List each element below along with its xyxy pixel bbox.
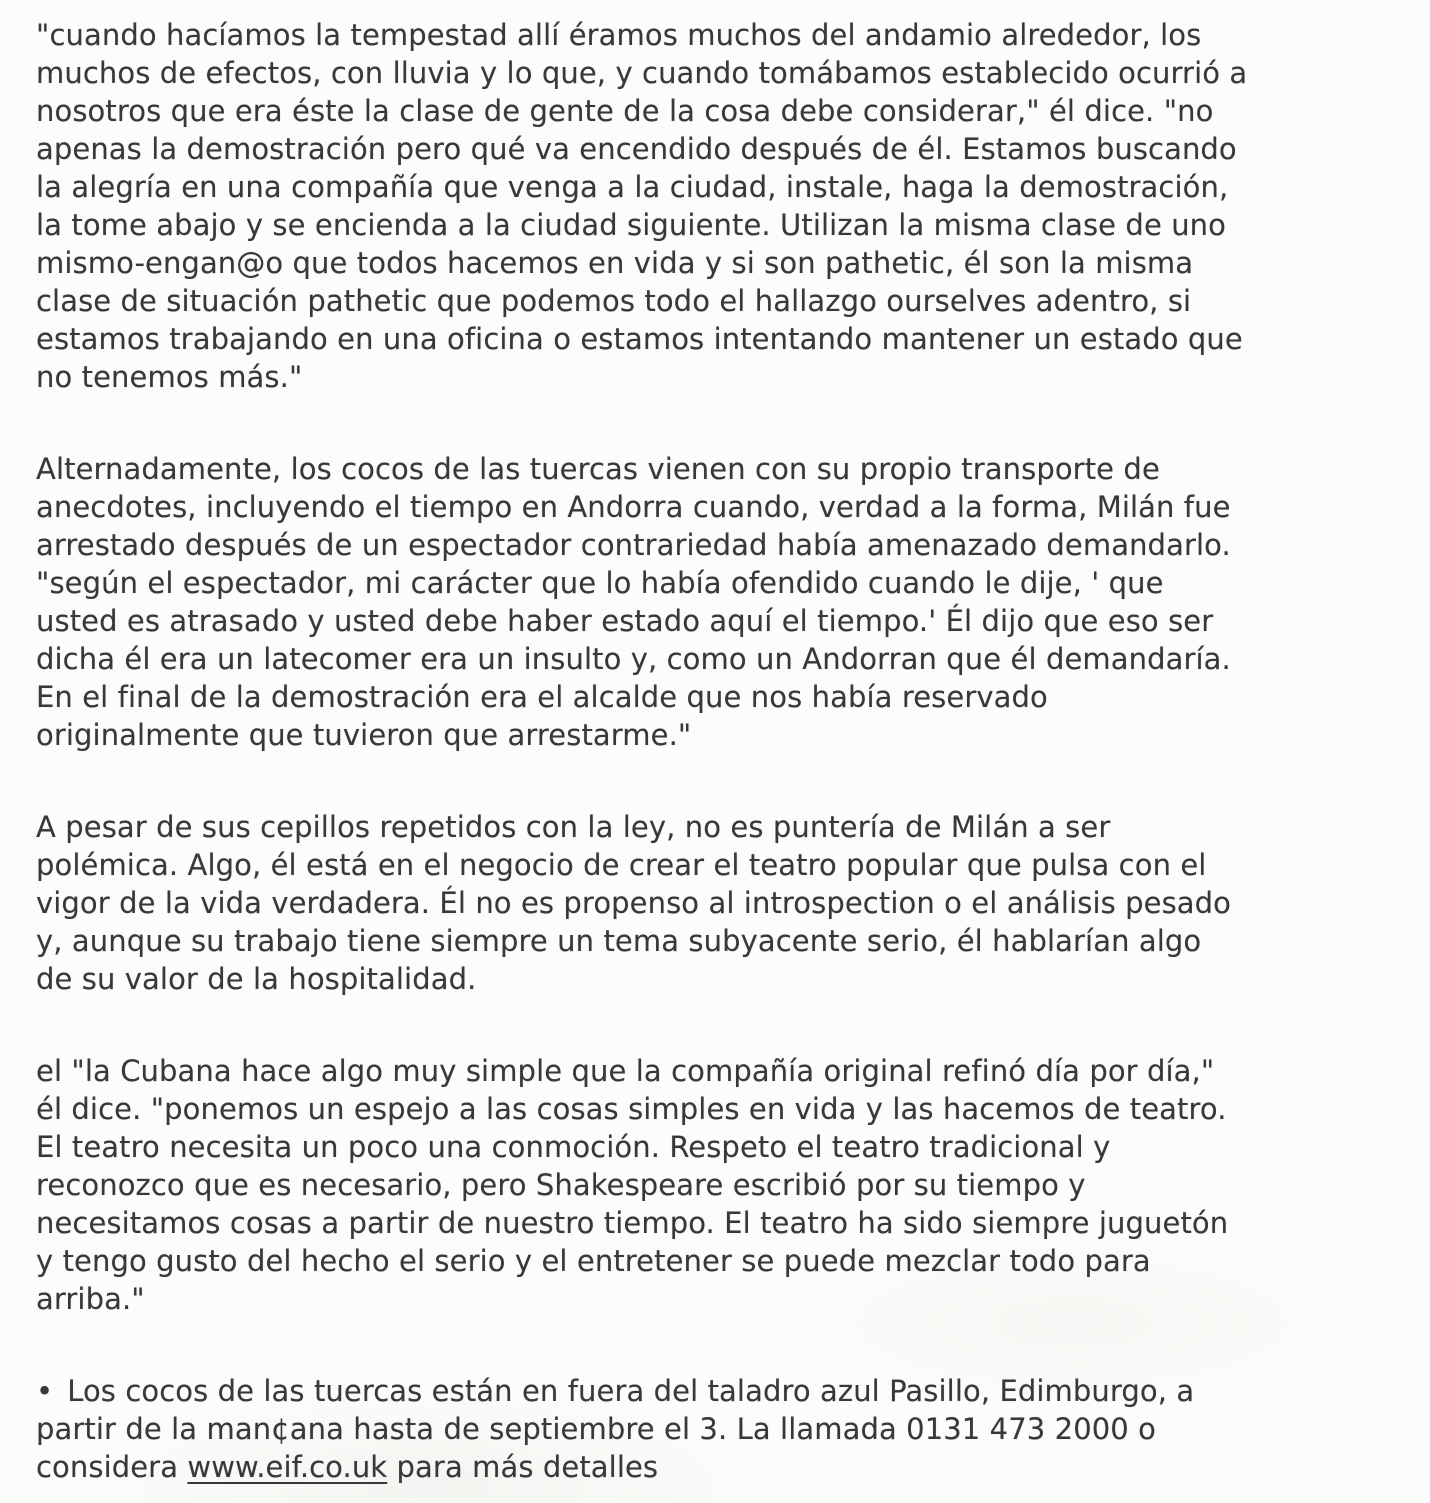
text-line: y, aunque su trabajo tiene siempre un tema subyacente serio, él hablarían algo <box>36 924 1202 958</box>
text-line: arriba." <box>36 1282 145 1316</box>
text-line: vigor de la vida verdadera. Él no es propenso al introspection o el análisis pesado <box>36 886 1232 920</box>
text-line: necesitamos cosas a partir de nuestro tiempo. El teatro ha sido siempre juguetón <box>36 1206 1229 1240</box>
footer-line-3 <box>36 1448 1422 1486</box>
text-line: En el final de la demostración era el alcalde que nos había reservado <box>36 680 1048 714</box>
paragraph-quote-tempest <box>36 16 1422 396</box>
footer-line-3-after: para más detalles <box>387 1450 659 1484</box>
text-line: nosotros que era éste la clase de gente de la cosa debe considerar," él dice. "no <box>36 94 1214 128</box>
text-line: A pesar de sus cepillos repetidos con la ley, no es puntería de Milán a ser <box>36 810 1111 844</box>
text-line: "según el espectador, mi carácter que lo había ofendido cuando le dije, ' que <box>36 566 1164 600</box>
footer-line-2-text: partir de la man¢ana hasta de septiembre el 3. La llamada 0131 473 2000 o <box>36 1412 1157 1446</box>
paragraph-anecdotes-andorra <box>36 450 1422 754</box>
text-line: El teatro necesita un poco una conmoción. Respeto el teatro tradicional y <box>36 1130 1111 1164</box>
footer-line-1 <box>36 1372 1422 1410</box>
text-line: anecdotes, incluyendo el tiempo en Andorra cuando, verdad a la forma, Milán fue <box>36 490 1231 524</box>
text-line: Alternadamente, los cocos de las tuercas vienen con su propio transporte de <box>36 452 1160 486</box>
text-line: dicha él era un latecomer era un insulto y, como un Andorran que él demandaría. <box>36 642 1231 676</box>
text-line: muchos de efectos, con lluvia y lo que, y cuando tomábamos establecido ocurrió a <box>36 56 1248 90</box>
text-line: originalmente que tuvieron que arrestarme." <box>36 718 692 752</box>
text-line: no tenemos más." <box>36 360 303 394</box>
bullet-marker: • <box>36 1374 54 1408</box>
text-line: arrestado después de un espectador contrariedad había amenazado demandarlo. <box>36 528 1231 562</box>
paragraph-la-cubana-quote <box>36 1052 1422 1318</box>
text-line: y tengo gusto del hecho el serio y el entretener se puede mezclar todo para <box>36 1244 1151 1278</box>
footer-line-2 <box>36 1410 1422 1448</box>
text-line: clase de situación pathetic que podemos todo el hallazgo ourselves adentro, si <box>36 284 1192 318</box>
text-line: estamos trabajando en una oficina o estamos intentando mantener un estado que <box>36 322 1243 356</box>
text-line: la alegría en una compañía que venga a la ciudad, instale, haga la demostración, <box>36 170 1229 204</box>
footer-line-1-text: Los cocos de las tuercas están en fuera del taladro azul Pasillo, Edimburgo, a <box>67 1374 1195 1408</box>
text-line: "cuando hacíamos la tempestad allí éramos muchos del andamio alrededor, los <box>36 18 1202 52</box>
text-line: él dice. "ponemos un espejo a las cosas simples en vida y las hacemos de teatro. <box>36 1092 1227 1126</box>
text-line: la tome abajo y se encienda a la ciudad siguiente. Utilizan la misma clase de uno <box>36 208 1227 242</box>
footer-line-3-before: considera <box>36 1450 188 1484</box>
paragraph-popular-theatre <box>36 808 1422 998</box>
text-line: mismo-engan@o que todos hacemos en vida y si son pathetic, él son la misma <box>36 246 1194 280</box>
text-line: reconozco que es necesario, pero Shakespeare escribió por su tiempo y <box>36 1168 1086 1202</box>
text-line: usted es atrasado y usted debe haber estado aquí el tiempo.' Él dijo que eso ser <box>36 604 1214 638</box>
text-line: apenas la demostración pero qué va encendido después de él. Estamos buscando <box>36 132 1237 166</box>
text-line: el "la Cubana hace algo muy simple que la compañía original refinó día por día," <box>36 1054 1215 1088</box>
text-line: de su valor de la hospitalidad. <box>36 962 477 996</box>
eif-website-link[interactable]: www.eif.co.uk <box>187 1450 388 1484</box>
text-line: polémica. Algo, él está en el negocio de crear el teatro popular que pulsa con el <box>36 848 1207 882</box>
footer-listing-note <box>36 1372 1422 1486</box>
